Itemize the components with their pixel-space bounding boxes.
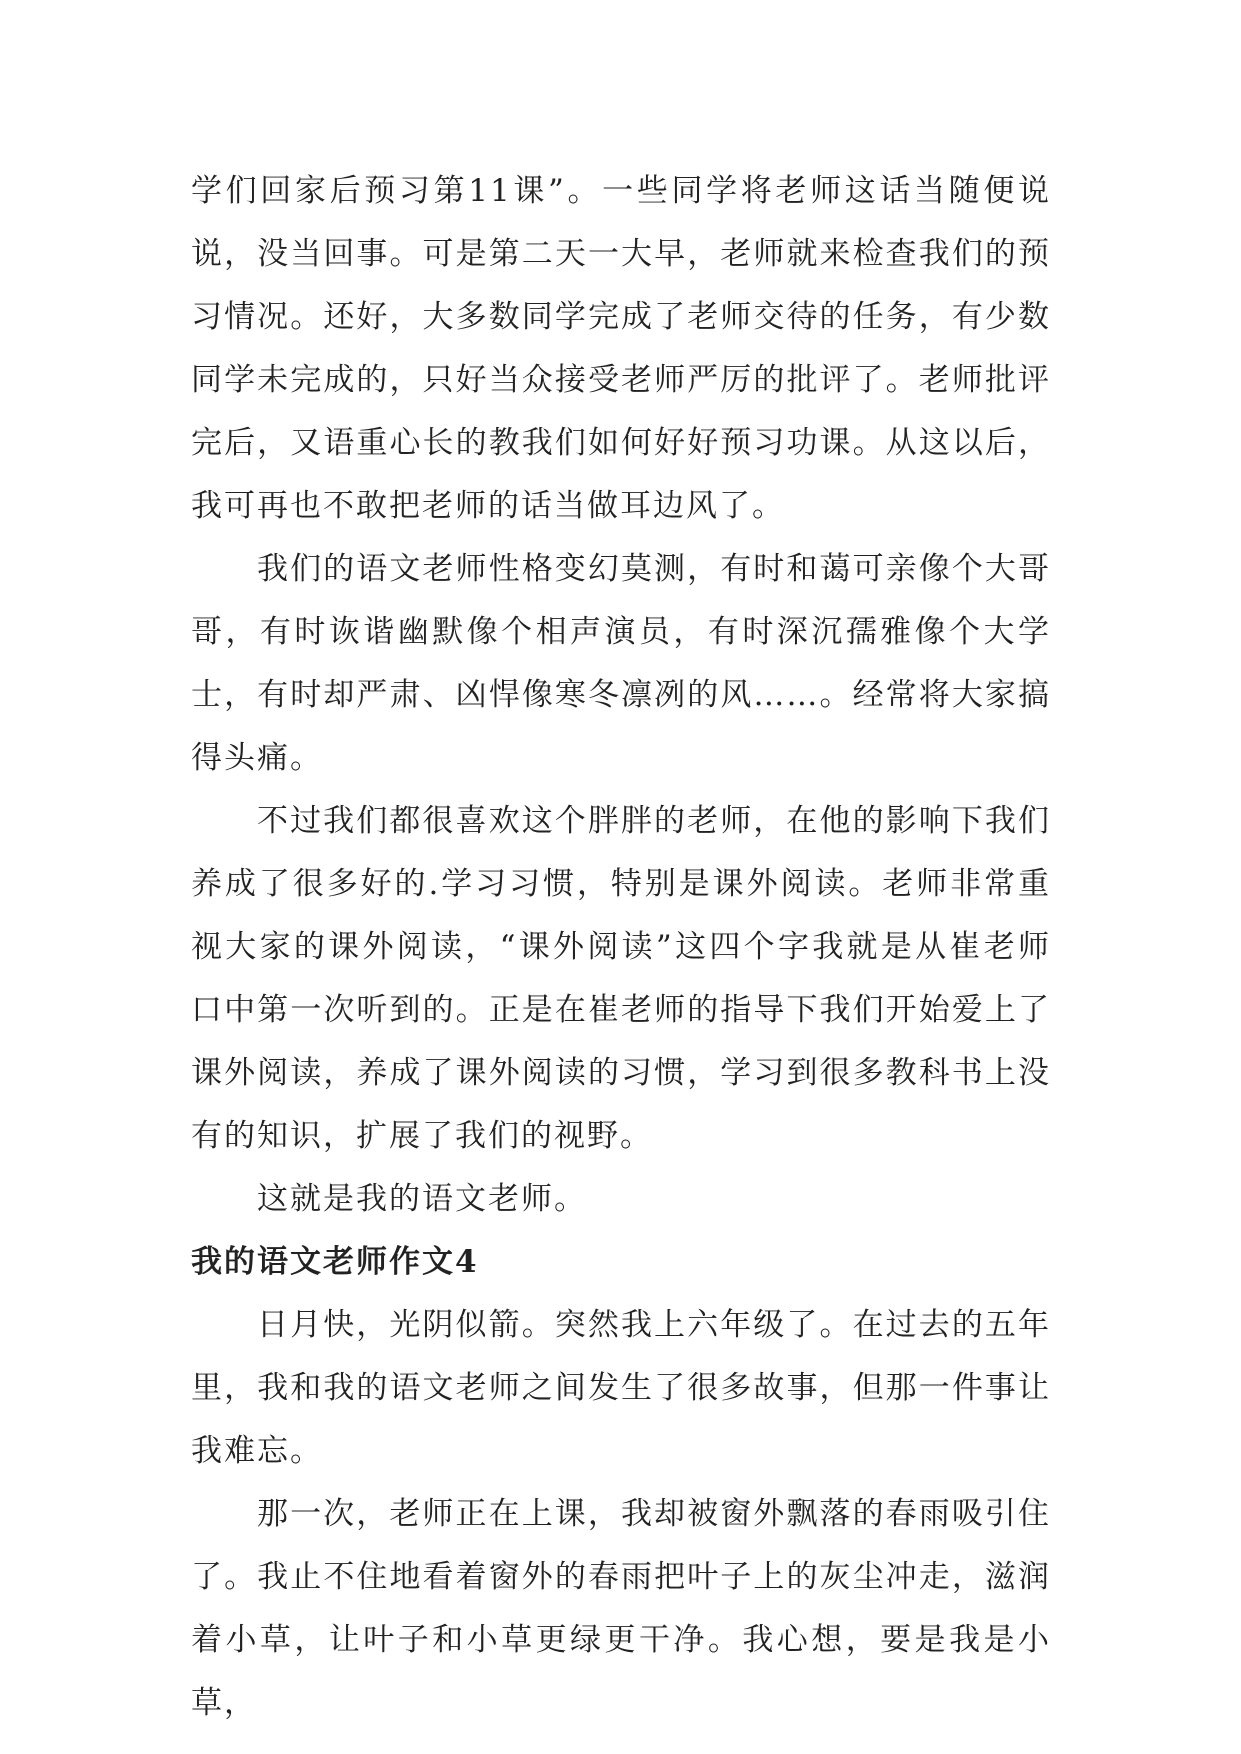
paragraph-5: 日月快，光阴似箭。突然我上六年级了。在过去的五年里，我和我的语文老师之间发生了很多故事，但那一件事让我难忘。 [191, 1307, 1051, 1469]
section-heading: 我的语文老师作文4 [191, 1244, 479, 1280]
paragraph-4: 这就是我的语文老师。 [257, 1181, 587, 1217]
paragraph-2: 我们的语文老师性格变幻莫测，有时和蔼可亲像个大哥哥，有时诙谐幽默像个相声演员，有时深沉孺雅像个大学士，有时却严肃、凶悍像寒冬凛冽的风……。经常将大家搞得头痛。 [191, 551, 1051, 776]
document-body [191, 160, 1051, 1735]
paragraph-6: 那一次，老师正在上课，我却被窗外飘落的春雨吸引住了。我止不住地看着窗外的春雨把叶子上的灰尘冲走，滋润着小草，让叶子和小草更绿更干净。我心想，要是我是小草， [191, 1496, 1051, 1721]
paragraph-3: 不过我们都很喜欢这个胖胖的老师，在他的影响下我们养成了很多好的.学习习惯，特别是课外阅读。老师非常重视大家的课外阅读，“课外阅读”这四个字我就是从崔老师口中第一次听到的。正是在崔老师的指导下我们开始爱上了课外阅读，养成了课外阅读的习惯，学习到很多教科书上没有的知识，扩展了我们的视野。 [191, 803, 1051, 1154]
paragraph-1: 学们回家后预习第11课”。一些同学将老师这话当随便说说，没当回事。可是第二天一大早，老师就来检查我们的预习情况。还好，大多数同学完成了老师交待的任务，有少数同学未完成的，只好当众接受老师严厉的批评了。老师批评完后，又语重心长的教我们如何好好预习功课。从这以后，我可再也不敢把老师的话当做耳边风了。 [191, 173, 1051, 524]
